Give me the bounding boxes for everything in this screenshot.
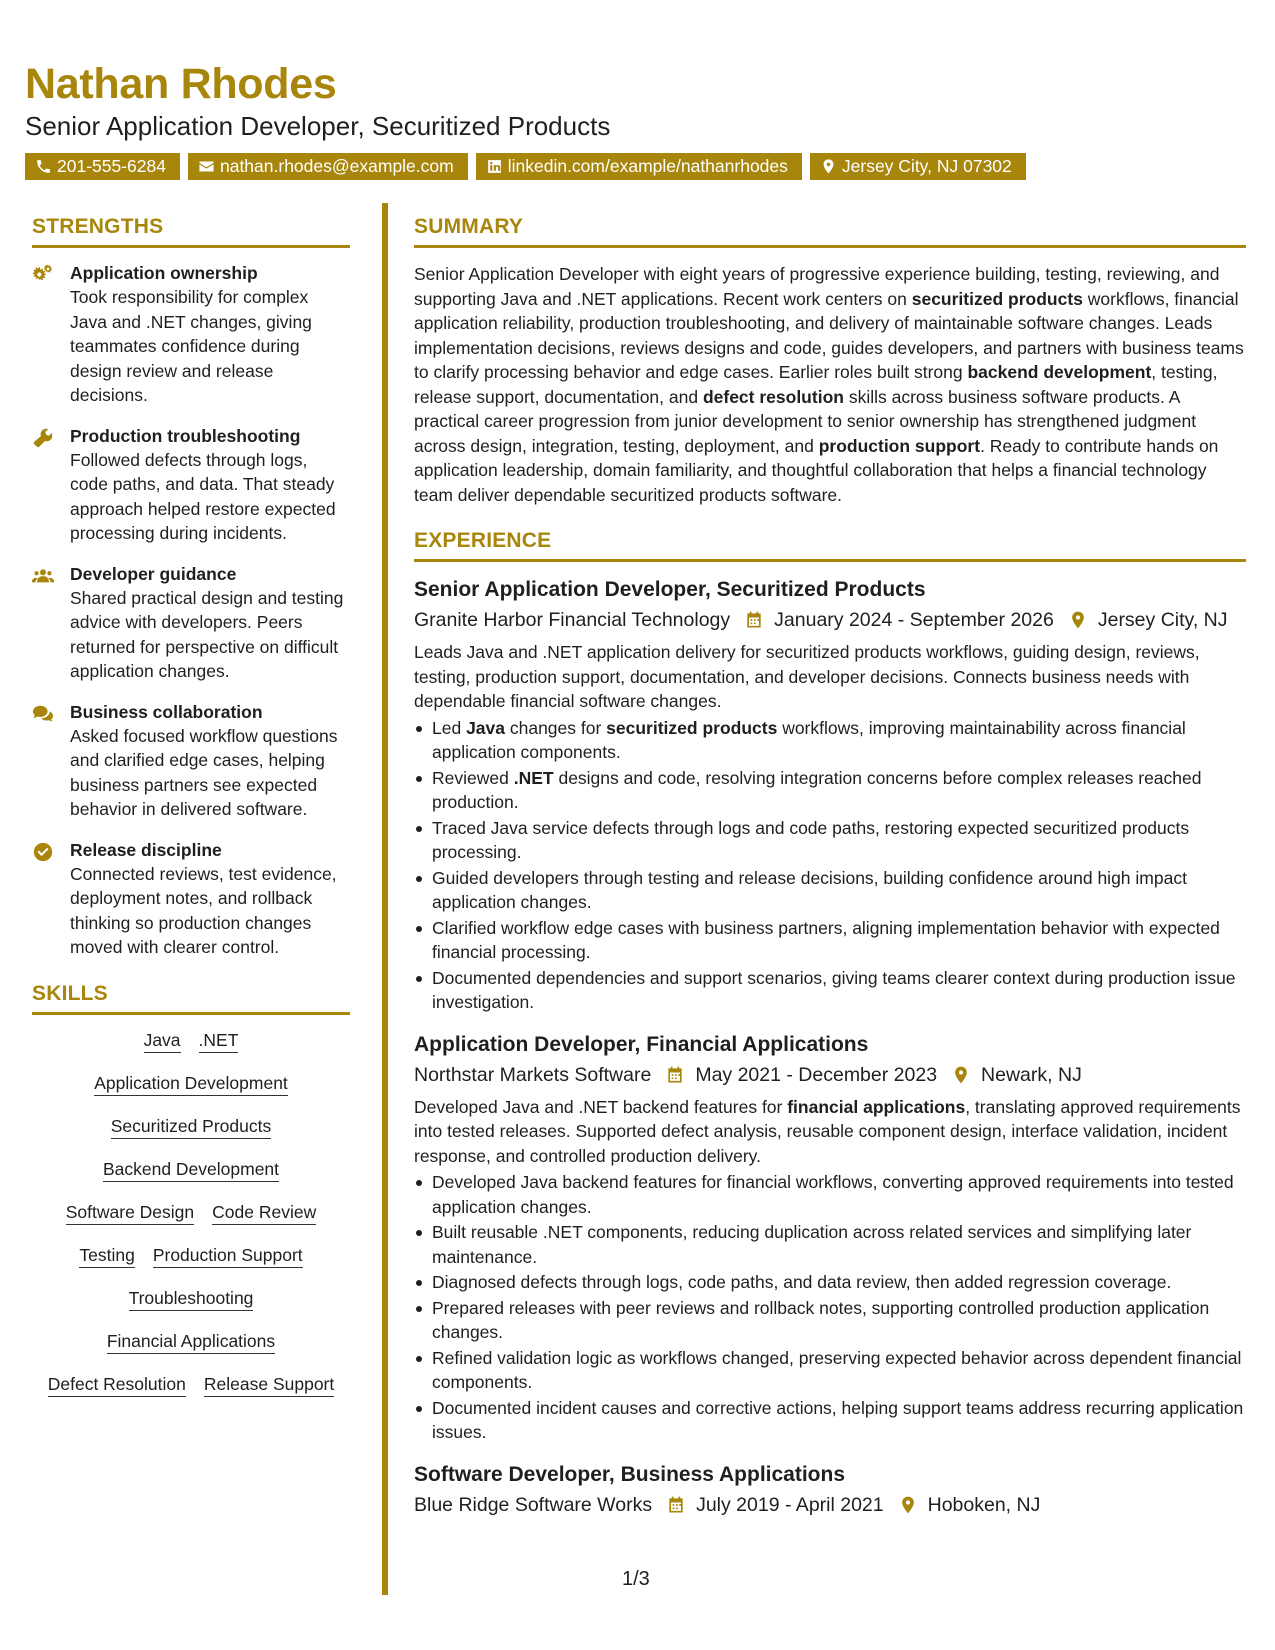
contact-phone-text: 201-555-6284: [57, 156, 166, 176]
strength-title: Application ownership: [70, 263, 258, 283]
headline: Senior Application Developer, Securitized Products: [25, 111, 611, 141]
job-location: Newark, NJ: [981, 1063, 1082, 1086]
strengths-heading: STRENGTHS: [32, 215, 350, 248]
skill-tag: Application Development: [94, 1072, 288, 1096]
job-entry: [414, 1461, 1246, 1519]
contact-bar: [25, 153, 1026, 180]
job-bullet: Traced Java service defects through logs and code paths, restoring expected securitized products processing.: [414, 816, 1246, 865]
job-meta: [414, 606, 1246, 634]
job-bullet: Clarified workflow edge cases with business partners, aligning implementation behavior with expected financial processing.: [414, 916, 1246, 965]
strength-item: [32, 262, 350, 408]
gears-icon: [32, 264, 54, 286]
strength-title: Production troubleshooting: [70, 425, 301, 446]
strength-title: Business collaboration: [70, 701, 263, 722]
job-title: Senior Application Developer, Securitized Products: [414, 578, 926, 601]
skill-tag: Software Design: [66, 1201, 194, 1225]
skill-tag: Code Review: [212, 1201, 316, 1225]
job-entry: [414, 576, 1246, 1015]
page-number: 1/3: [622, 1568, 650, 1590]
job-bullet: Refined validation logic as workflows changed, preserving expected behavior across dependent financial components.: [414, 1346, 1246, 1395]
contact-location[interactable]: [810, 153, 1026, 180]
strength-item: [32, 425, 350, 546]
strength-title: Developer guidance: [70, 563, 237, 584]
job-bullet: Reviewed .NET designs and code, resolving integration concerns before complex releases reached production.: [414, 766, 1246, 815]
contact-email-text: nathan.rhodes@example.com: [219, 156, 454, 176]
job-bullets: [414, 716, 1246, 1015]
skill-tag: Backend Development: [103, 1158, 279, 1182]
users-icon: [32, 565, 54, 587]
job-title: Software Developer, Business Applications: [414, 1462, 846, 1486]
strength-item: [32, 839, 350, 960]
experience-heading: EXPERIENCE: [414, 529, 1246, 562]
job-dates: January 2024 - September 2026: [774, 609, 1054, 631]
column-divider: [382, 203, 388, 1595]
skill-tag: Defect Resolution: [48, 1373, 186, 1397]
strength-desc: Asked focused workflow questions and clarified edge cases, helping business partners see expected behavior in delivered software.: [70, 725, 338, 819]
job-bullet: Developed Java backend features for financial workflows, converting approved requirements into tested application changes.: [414, 1170, 1246, 1219]
strength-desc: Followed defects through logs, code paths, and data. That steady approach helped restore expected processing during incidents.: [70, 449, 336, 543]
contact-linkedin[interactable]: [476, 153, 802, 180]
job-description: Leads Java and .NET application delivery for securitized products workflows, guiding design, reviews, testing, production support, documentation, and developer decisions. Connects business needs with dependable financial software changes.: [414, 642, 1200, 711]
job-bullets: [414, 1170, 1246, 1445]
job-bullet: Documented incident causes and corrective actions, helping support teams address recurring application issues.: [414, 1396, 1246, 1445]
comments-icon: [32, 703, 54, 725]
calendar-icon: [666, 1495, 686, 1515]
job-meta: [414, 1491, 1246, 1519]
job-bullet: Diagnosed defects through logs, code paths, and data review, then added regression coverage.: [414, 1270, 1246, 1295]
phone-icon: [35, 158, 52, 175]
strength-desc: Connected reviews, test evidence, deployment notes, and rollback thinking so production changes moved with clearer control.: [70, 863, 337, 957]
job-description: Developed Java and .NET backend features for financial applications, translating approved requirements into tested releases. Supported defect analysis, reusable component design, interface validation, incident response, and controlled production delivery.: [414, 1096, 1241, 1166]
linkedin-icon: [486, 158, 503, 175]
skill-tag: Release Support: [204, 1373, 334, 1397]
contact-phone[interactable]: [25, 153, 180, 180]
job-entry: [414, 1031, 1246, 1445]
wrench-icon: [32, 427, 54, 449]
job-bullet: Guided developers through testing and release decisions, building confidence around high impact application changes.: [414, 866, 1246, 915]
skills-list: [32, 1029, 350, 1397]
skill-tag: .NET: [199, 1029, 239, 1053]
job-dates: July 2019 - April 2021: [696, 1493, 884, 1516]
summary-text: Senior Application Developer with eight years of progressive experience building, testing, reviewing, and supporting Java and .NET applications. Recent work centers on securitized products workflows, financial application reliability, production troubleshooting, and delivery of maintainable software changes. Leads implementation decisions, reviews designs and code, guides developers, and partners with business teams to clarify processing behavior and edge cases. Earlier roles built strong backend development, testing, release support, documentation, and defect resolution skills across business software products. A practical career progression from junior development to senior ownership has strengthened judgment across design, integration, testing, deployment, and production support. Ready to contribute hands on application leadership, domain familiarity, and thoughtful collaboration that helps a financial technology team deliver dependable securitized products software.: [414, 264, 1244, 505]
map-pin-icon: [898, 1495, 918, 1515]
job-bullet: Prepared releases with peer reviews and rollback notes, supporting controlled production application changes.: [414, 1296, 1246, 1345]
skill-tag: Testing: [79, 1244, 134, 1268]
job-company: Northstar Markets Software: [414, 1063, 652, 1086]
strength-desc: Shared practical design and testing advice with developers. Peers returned for perspective on difficult application changes.: [70, 587, 344, 681]
strength-title: Release discipline: [70, 839, 222, 860]
map-pin-icon: [820, 158, 837, 175]
summary-heading: SUMMARY: [414, 215, 1246, 248]
contact-email[interactable]: [188, 153, 468, 180]
job-company: Blue Ridge Software Works: [414, 1493, 653, 1516]
calendar-icon: [665, 1065, 685, 1085]
skill-tag: Financial Applications: [107, 1330, 275, 1354]
skill-tag: Production Support: [153, 1244, 303, 1268]
job-dates: May 2021 - December 2023: [695, 1063, 938, 1086]
job-location: Jersey City, NJ: [1097, 609, 1228, 631]
right-column: [414, 215, 1246, 1535]
strength-item: [32, 563, 350, 684]
skill-tag: Securitized Products: [111, 1115, 272, 1139]
left-column: [32, 215, 350, 1416]
strength-item: [32, 701, 350, 822]
strength-desc: Took responsibility for complex Java and .NET changes, giving teammates confidence during design review and release decisions.: [70, 287, 312, 405]
job-bullet: Led Java changes for securitized products workflows, improving maintainability across financial application components.: [414, 716, 1246, 765]
calendar-icon: [744, 610, 764, 630]
skill-tag: Troubleshooting: [129, 1287, 254, 1311]
candidate-name: Nathan Rhodes: [25, 60, 337, 108]
contact-location-text: Jersey City, NJ 07302: [841, 156, 1012, 176]
job-bullet: Built reusable .NET components, reducing duplication across related services and simplifying later maintenance.: [414, 1220, 1246, 1269]
job-title: Application Developer, Financial Applications: [414, 1032, 869, 1056]
map-pin-icon: [951, 1065, 971, 1085]
check-circle-icon: [32, 841, 54, 863]
skill-tag: Java: [144, 1029, 181, 1053]
envelope-icon: [198, 158, 215, 175]
skills-heading: SKILLS: [32, 982, 350, 1015]
job-meta: [414, 1061, 1246, 1089]
job-location: Hoboken, NJ: [927, 1493, 1041, 1516]
contact-linkedin-text: linkedin.com/example/nathanrhodes: [507, 156, 788, 176]
experience-list: [414, 576, 1246, 1519]
job-bullet: Documented dependencies and support scenarios, giving teams clearer context during production issue investigation.: [414, 966, 1246, 1015]
job-company: Granite Harbor Financial Technology: [414, 609, 731, 631]
map-pin-icon: [1068, 610, 1088, 630]
